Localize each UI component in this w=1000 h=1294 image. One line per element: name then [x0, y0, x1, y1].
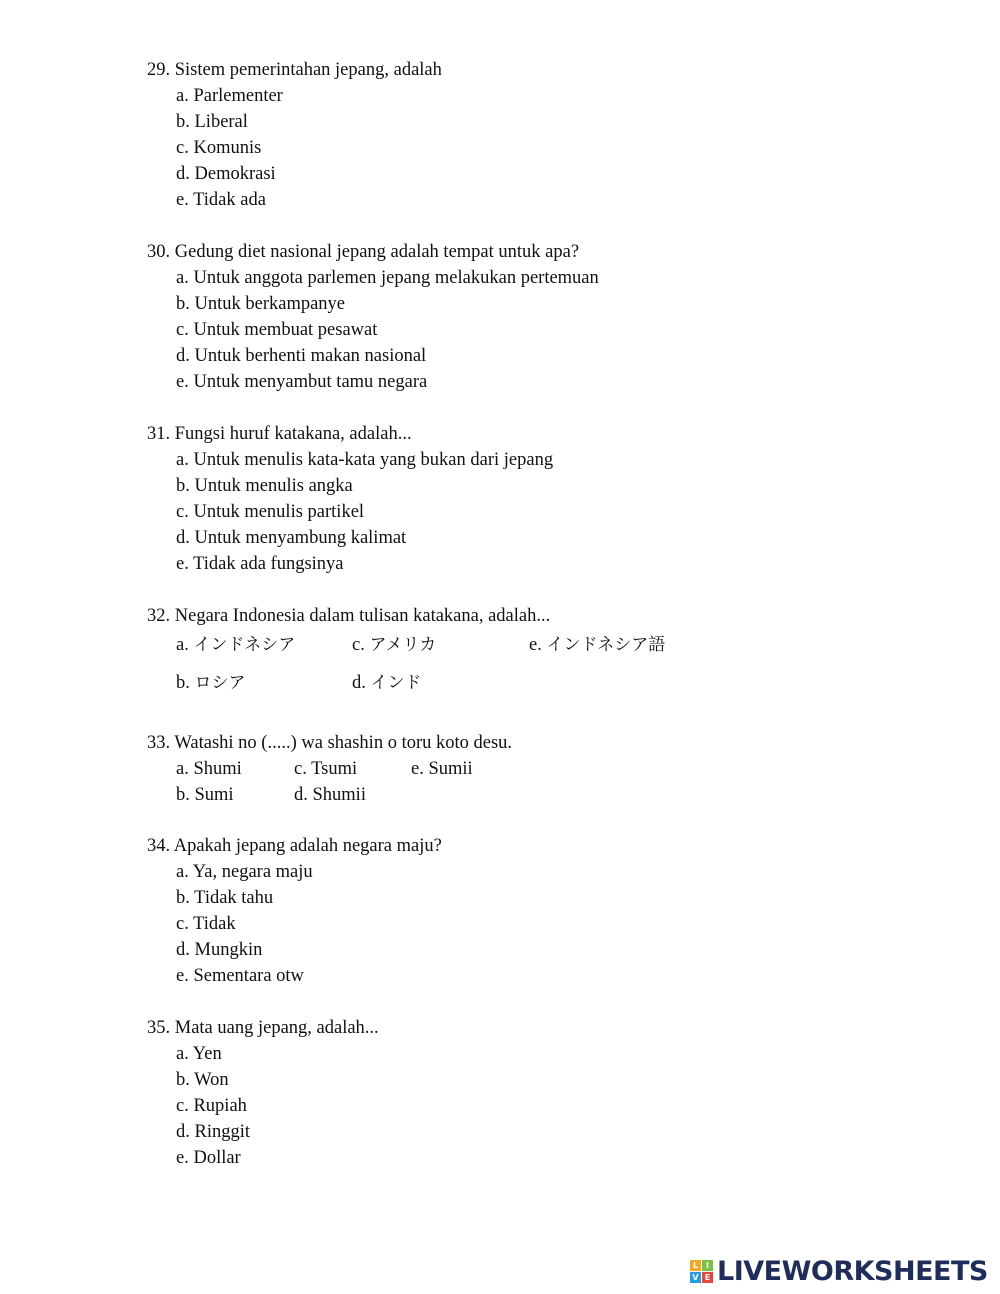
option-a[interactable]: a. Shumi	[176, 759, 242, 779]
option-d[interactable]: d. Untuk menyambung kalimat	[176, 528, 407, 548]
option-text: アメリカ	[369, 635, 437, 655]
option-c[interactable]: c. Tidak	[176, 914, 236, 934]
option-c[interactable]: c. Untuk membuat pesawat	[176, 320, 378, 340]
option-e[interactable]: e. Untuk menyambut tamu negara	[176, 372, 428, 392]
option-e[interactable]: e. Tidak ada fungsinya	[176, 554, 344, 574]
option-d[interactable]: d. Demokrasi	[176, 164, 276, 184]
option-b[interactable]	[176, 672, 246, 694]
logo-mark-tile: I	[702, 1260, 713, 1271]
question-stem: 35. Mata uang jepang, adalah...	[147, 1018, 379, 1038]
question-stem: 29. Sistem pemerintahan jepang, adalah	[147, 60, 442, 80]
option-e[interactable]: e. Sumii	[411, 759, 473, 779]
logo-mark-tile: L	[690, 1260, 701, 1271]
option-c[interactable]: c. Tsumi	[294, 759, 358, 779]
option-b[interactable]: b. Liberal	[176, 112, 248, 132]
option-b[interactable]: b. Won	[176, 1070, 229, 1090]
logo-mark-tile: V	[690, 1272, 701, 1283]
option-e[interactable]	[529, 634, 665, 656]
liveworksheets-logo[interactable]	[690, 1256, 988, 1286]
option-letter: a.	[176, 635, 189, 655]
option-b[interactable]: b. Untuk berkampanye	[176, 294, 346, 314]
option-b[interactable]: b. Untuk menulis angka	[176, 476, 353, 496]
option-a[interactable]: a. Yen	[176, 1044, 222, 1064]
option-c[interactable]	[352, 634, 436, 656]
option-d[interactable]: d. Ringgit	[176, 1122, 251, 1142]
option-letter: d.	[352, 673, 366, 693]
option-b[interactable]: b. Sumi	[176, 785, 234, 805]
option-d[interactable]: d. Mungkin	[176, 940, 263, 960]
question-stem: 31. Fungsi huruf katakana, adalah...	[147, 424, 412, 444]
option-e[interactable]: e. Sementara otw	[176, 966, 304, 986]
logo-mark-icon	[690, 1260, 713, 1283]
option-text: インド	[370, 673, 422, 693]
option-b[interactable]: b. Tidak tahu	[176, 888, 274, 908]
option-c[interactable]: c. Untuk menulis partikel	[176, 502, 365, 522]
option-e[interactable]: e. Dollar	[176, 1148, 241, 1168]
option-letter: c.	[352, 635, 365, 655]
option-text: インドネシア	[193, 635, 296, 655]
option-e[interactable]: e. Tidak ada	[176, 190, 266, 210]
option-d[interactable]: d. Untuk berhenti makan nasional	[176, 346, 427, 366]
option-text: ロシア	[194, 673, 246, 693]
option-d[interactable]: d. Shumii	[294, 785, 366, 805]
option-a[interactable]: a. Ya, negara maju	[176, 862, 313, 882]
option-a[interactable]	[176, 634, 295, 656]
question-stem: 32. Negara Indonesia dalam tulisan katakana, adalah...	[147, 606, 551, 626]
question-stem: 33. Watashi no (.....) wa shashin o toru koto desu.	[147, 733, 513, 753]
option-letter: e.	[529, 635, 542, 655]
logo-mark-tile: E	[702, 1272, 713, 1283]
question-stem: 34. Apakah jepang adalah negara maju?	[147, 836, 442, 856]
option-a[interactable]: a. Untuk menulis kata-kata yang bukan dari jepang	[176, 450, 554, 470]
option-letter: b.	[176, 673, 190, 693]
option-text: インドネシア語	[546, 635, 666, 655]
option-a[interactable]: a. Parlementer	[176, 86, 283, 106]
option-d[interactable]	[352, 672, 422, 694]
logo-text: LIVEWORKSHEETS	[717, 1255, 988, 1287]
option-c[interactable]: c. Rupiah	[176, 1096, 247, 1116]
question-stem: 30. Gedung diet nasional jepang adalah tempat untuk apa?	[147, 242, 580, 262]
option-c[interactable]: c. Komunis	[176, 138, 262, 158]
option-a[interactable]: a. Untuk anggota parlemen jepang melakukan pertemuan	[176, 268, 599, 288]
